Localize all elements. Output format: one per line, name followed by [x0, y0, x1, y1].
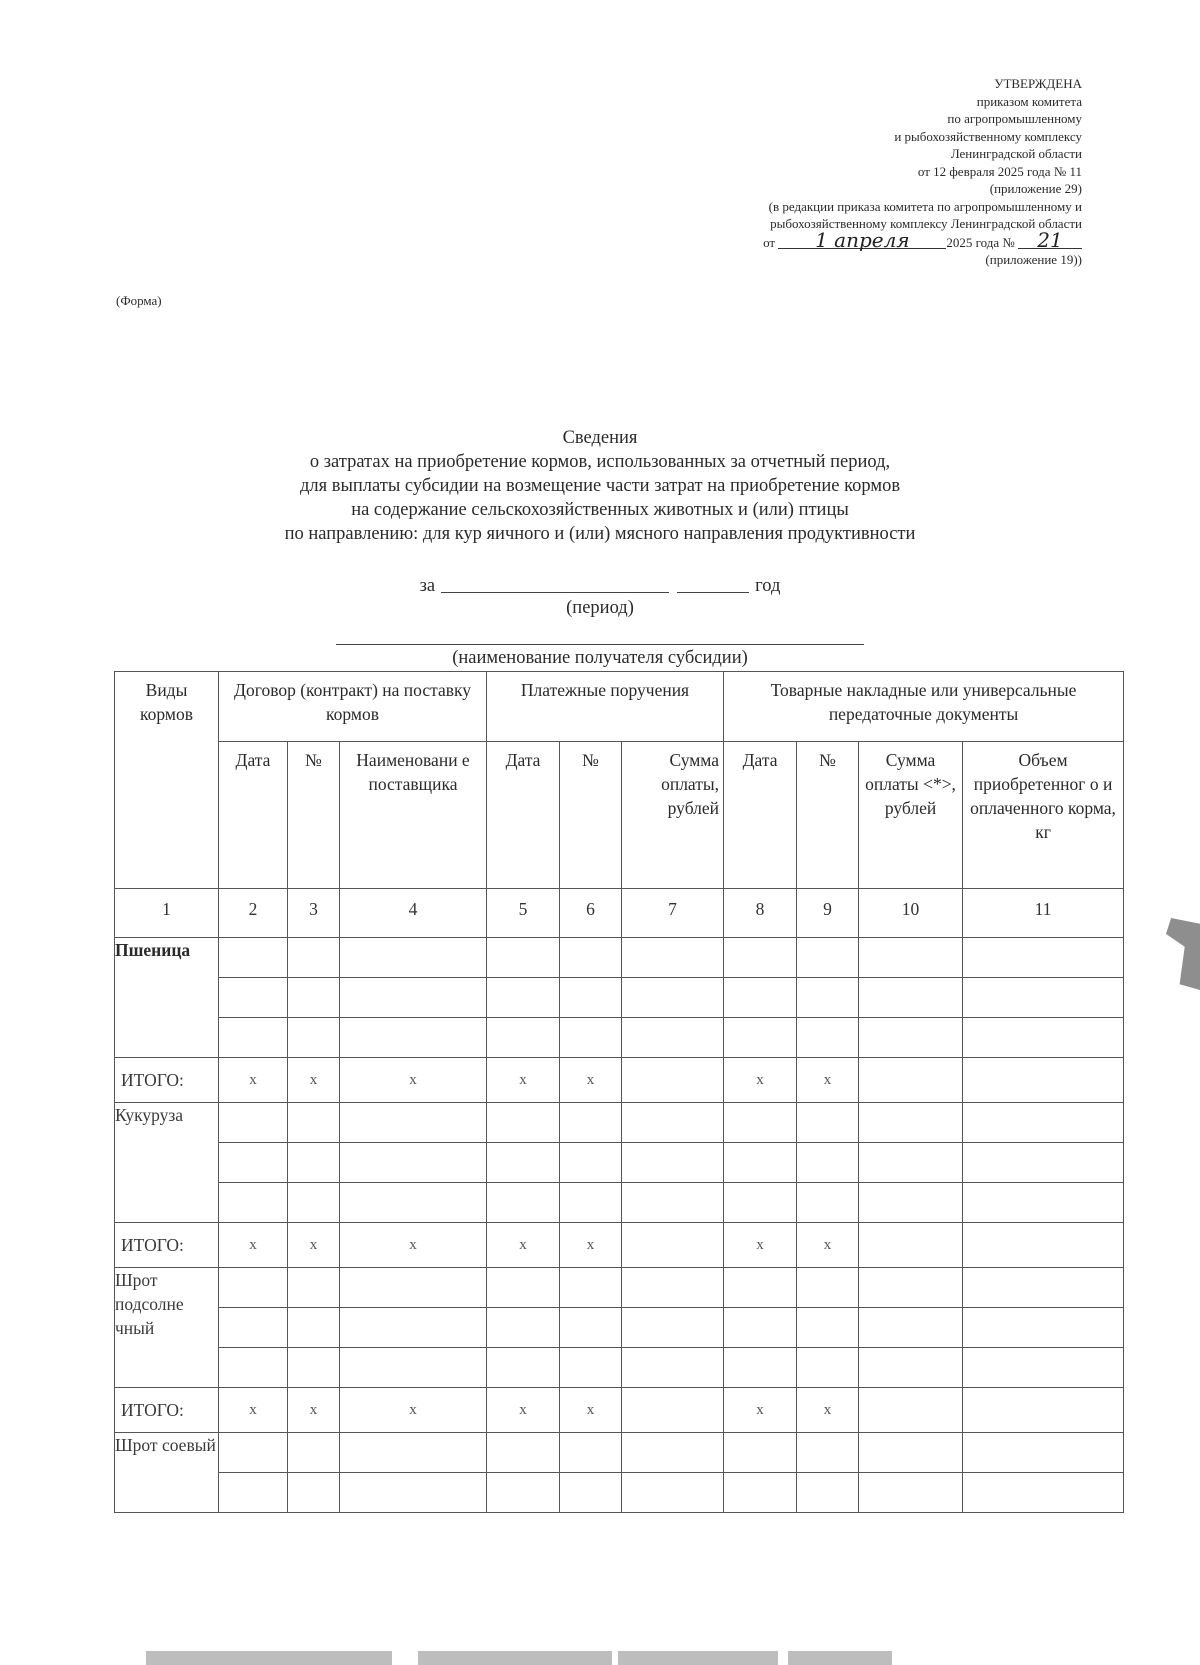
table-cell[interactable] — [560, 1268, 622, 1308]
column-number: 1 — [115, 889, 219, 938]
x-mark: x — [560, 1058, 622, 1103]
table-cell[interactable] — [724, 1143, 797, 1183]
table-cell[interactable] — [340, 938, 487, 978]
subheader-supplier: Наименовани е поставщика — [340, 742, 487, 889]
table-cell[interactable] — [487, 1103, 560, 1143]
table-cell[interactable] — [340, 1473, 487, 1513]
approval-line: приказом комитета — [976, 93, 1082, 109]
total-row — [115, 1058, 1124, 1103]
table-cell[interactable] — [340, 1018, 487, 1058]
table-cell[interactable] — [340, 1308, 487, 1348]
table-cell[interactable] — [340, 1433, 487, 1473]
scan-bottom-band — [146, 1651, 392, 1665]
handwritten-date: 1 апреля — [778, 233, 946, 249]
title-line: Сведения — [562, 428, 638, 448]
table-cell[interactable] — [963, 1268, 1124, 1308]
recipient-caption: (наименование получателя субсидии) — [452, 648, 748, 668]
x-mark: x — [487, 1223, 560, 1268]
approval-line: и рыбохозяйственному комплексу — [894, 128, 1082, 144]
column-number: 3 — [288, 889, 340, 938]
table-cell[interactable] — [288, 1183, 340, 1223]
table-cell[interactable] — [487, 1268, 560, 1308]
header-contract: Договор (контракт) на поставку кормов — [219, 672, 487, 742]
table-cell[interactable] — [724, 1348, 797, 1388]
table-cell[interactable] — [797, 1308, 859, 1348]
column-number: 2 — [219, 889, 288, 938]
table-row — [115, 1308, 1124, 1348]
table-cell[interactable] — [963, 1223, 1124, 1268]
x-mark: x — [724, 1388, 797, 1433]
table-cell[interactable] — [963, 1143, 1124, 1183]
header-invoices: Товарные накладные или универсальные передаточные документы — [724, 672, 1124, 742]
table-cell[interactable] — [487, 938, 560, 978]
year-text: 2025 года № — [946, 234, 1015, 250]
table-cell[interactable] — [560, 1018, 622, 1058]
subheader-date: Дата — [219, 742, 288, 889]
scan-bottom-band — [418, 1651, 612, 1665]
header-row — [115, 672, 1124, 742]
recipient-blank[interactable] — [336, 644, 864, 645]
table-cell[interactable] — [622, 978, 724, 1018]
table-cell[interactable] — [560, 1348, 622, 1388]
table-cell[interactable] — [622, 1308, 724, 1348]
table-cell[interactable] — [797, 1348, 859, 1388]
table-cell[interactable] — [219, 938, 288, 978]
x-mark: x — [288, 1388, 340, 1433]
period-prefix: за — [419, 576, 436, 596]
table-cell[interactable] — [340, 1348, 487, 1388]
table-cell[interactable] — [560, 938, 622, 978]
table-row — [115, 1103, 1124, 1143]
subheader-number: № — [797, 742, 859, 889]
table-cell[interactable] — [340, 1183, 487, 1223]
table-cell[interactable] — [724, 1103, 797, 1143]
table-cell[interactable] — [797, 1268, 859, 1308]
handwritten-number: 21 — [1018, 233, 1082, 249]
period-line — [0, 574, 1200, 597]
table-cell[interactable] — [622, 1143, 724, 1183]
table-cell[interactable] — [724, 1433, 797, 1473]
total-label: ИТОГО: — [115, 1058, 219, 1103]
table-cell[interactable] — [963, 1183, 1124, 1223]
table-cell[interactable] — [859, 1058, 963, 1103]
table-cell[interactable] — [288, 1348, 340, 1388]
table-cell[interactable] — [288, 978, 340, 1018]
table-row — [115, 978, 1124, 1018]
table-cell[interactable] — [340, 978, 487, 1018]
approval-line: Ленинградской области — [950, 146, 1082, 161]
table-cell[interactable] — [560, 1103, 622, 1143]
table-cell[interactable] — [487, 1018, 560, 1058]
period-suffix: год — [755, 576, 781, 596]
year-blank[interactable] — [677, 574, 749, 593]
feed-kind-cell: Кукуруза — [115, 1103, 219, 1223]
table-cell[interactable] — [219, 1183, 288, 1223]
x-mark: x — [724, 1223, 797, 1268]
table-cell[interactable] — [622, 1223, 724, 1268]
total-row — [115, 1223, 1124, 1268]
total-label: ИТОГО: — [115, 1223, 219, 1268]
table-cell[interactable] — [487, 978, 560, 1018]
table-cell[interactable] — [797, 938, 859, 978]
table-cell[interactable] — [797, 1473, 859, 1513]
x-mark: x — [487, 1388, 560, 1433]
subheader-row — [115, 742, 1124, 889]
table-cell[interactable] — [963, 1388, 1124, 1433]
table-cell[interactable] — [288, 1143, 340, 1183]
table-cell[interactable] — [487, 1433, 560, 1473]
x-mark: x — [560, 1223, 622, 1268]
x-mark: x — [724, 1058, 797, 1103]
table-row — [115, 1018, 1124, 1058]
table-row — [115, 1348, 1124, 1388]
x-mark: x — [340, 1058, 487, 1103]
table-cell[interactable] — [560, 1308, 622, 1348]
table-cell[interactable] — [724, 1018, 797, 1058]
table-cell[interactable] — [288, 1103, 340, 1143]
scan-edge-mark — [1166, 918, 1200, 990]
table-cell[interactable] — [859, 1308, 963, 1348]
approval-line: по агропромышленному — [947, 111, 1082, 126]
table-cell[interactable] — [622, 1103, 724, 1143]
approval-block — [562, 75, 1082, 269]
table-cell[interactable] — [340, 1103, 487, 1143]
table-cell[interactable] — [859, 1388, 963, 1433]
table-row — [115, 1433, 1124, 1473]
table-cell[interactable] — [288, 1268, 340, 1308]
table-cell[interactable] — [288, 1018, 340, 1058]
table-cell[interactable] — [622, 1183, 724, 1223]
scan-bottom-band — [788, 1651, 892, 1665]
column-number: 6 — [560, 889, 622, 938]
column-number: 9 — [797, 889, 859, 938]
table-cell[interactable] — [219, 978, 288, 1018]
table-cell[interactable] — [797, 978, 859, 1018]
table-cell[interactable] — [963, 1058, 1124, 1103]
table-cell[interactable] — [724, 1183, 797, 1223]
costs-table — [114, 671, 1124, 1513]
feed-kind-cell: Шрот подсолне чный — [115, 1268, 219, 1388]
table-cell[interactable] — [622, 1018, 724, 1058]
table-cell[interactable] — [859, 1473, 963, 1513]
table-cell[interactable] — [797, 1433, 859, 1473]
table-row — [115, 1143, 1124, 1183]
table-cell[interactable] — [797, 1103, 859, 1143]
subheader-invoice-sum: Сумма оплаты <*>, рублей — [859, 742, 963, 889]
table-cell[interactable] — [859, 1268, 963, 1308]
column-number: 10 — [859, 889, 963, 938]
table-cell[interactable] — [797, 1143, 859, 1183]
table-cell[interactable] — [963, 1308, 1124, 1348]
subheader-volume: Объем приобретенног о и оплаченного корма, кг — [963, 742, 1124, 889]
date-prefix: от — [763, 234, 776, 250]
table-cell[interactable] — [340, 1143, 487, 1183]
table-cell[interactable] — [963, 1473, 1124, 1513]
table-cell[interactable] — [560, 1473, 622, 1513]
scan-bottom-band — [618, 1651, 778, 1665]
period-caption: (период) — [566, 598, 634, 618]
subheader-date: Дата — [487, 742, 560, 889]
table-cell[interactable] — [622, 938, 724, 978]
table-cell[interactable] — [859, 1223, 963, 1268]
approval-line: УТВЕРЖДЕНА — [994, 76, 1082, 91]
x-mark: x — [219, 1223, 288, 1268]
approval-line: рыбохозяйственному комплексу Ленинградской области — [770, 216, 1082, 231]
table-cell[interactable] — [859, 1143, 963, 1183]
table-cell[interactable] — [859, 938, 963, 978]
table-cell[interactable] — [797, 1183, 859, 1223]
approval-line: от 12 февраля 2025 года № 11 — [917, 163, 1082, 179]
table-cell[interactable] — [963, 1103, 1124, 1143]
table-cell[interactable] — [487, 1348, 560, 1388]
table-cell[interactable] — [622, 1388, 724, 1433]
table-cell[interactable] — [219, 1433, 288, 1473]
table-cell[interactable] — [963, 938, 1124, 978]
table-cell[interactable] — [963, 1433, 1124, 1473]
table-cell[interactable] — [963, 1018, 1124, 1058]
form-label: (Форма) — [116, 293, 162, 308]
table-cell[interactable] — [622, 1058, 724, 1103]
table-cell[interactable] — [963, 978, 1124, 1018]
approval-line: (приложение 19)) — [985, 252, 1082, 267]
table-row — [115, 1473, 1124, 1513]
table-cell[interactable] — [487, 1143, 560, 1183]
approval-line: (в редакции приказа комитета по агропромышленному и — [768, 198, 1082, 214]
column-numbers-row — [115, 889, 1124, 938]
period-blank[interactable] — [441, 574, 669, 593]
column-number: 4 — [340, 889, 487, 938]
table-row — [115, 1183, 1124, 1223]
table-cell[interactable] — [622, 1348, 724, 1388]
total-row — [115, 1388, 1124, 1433]
subheader-payment-sum: Сумма оплаты, рублей — [622, 742, 724, 889]
table-cell[interactable] — [487, 1308, 560, 1348]
x-mark: x — [288, 1058, 340, 1103]
table-cell[interactable] — [288, 938, 340, 978]
table-cell[interactable] — [219, 1143, 288, 1183]
table-cell[interactable] — [963, 1348, 1124, 1388]
table-cell[interactable] — [560, 1433, 622, 1473]
total-label: ИТОГО: — [115, 1388, 219, 1433]
approval-line: (приложение 29) — [989, 181, 1082, 196]
table-cell[interactable] — [560, 978, 622, 1018]
title-line: на содержание сельскохозяйственных животных и (или) птицы — [351, 500, 849, 520]
table-cell[interactable] — [487, 1183, 560, 1223]
header-payments: Платежные поручения — [487, 672, 724, 742]
x-mark: x — [219, 1388, 288, 1433]
table-cell[interactable] — [859, 1103, 963, 1143]
x-mark: x — [797, 1223, 859, 1268]
column-number: 5 — [487, 889, 560, 938]
table-cell[interactable] — [724, 978, 797, 1018]
title-line: о затратах на приобретение кормов, использованных за отчетный период, — [309, 452, 891, 472]
column-number: 11 — [963, 889, 1124, 938]
table-cell[interactable] — [859, 1348, 963, 1388]
subheader-number: № — [560, 742, 622, 889]
table-cell[interactable] — [724, 1268, 797, 1308]
approval-date-line — [562, 227, 1082, 252]
document-title — [0, 426, 1200, 546]
table-cell[interactable] — [219, 1308, 288, 1348]
table-cell[interactable] — [724, 1308, 797, 1348]
table-cell[interactable] — [219, 1018, 288, 1058]
x-mark: x — [797, 1058, 859, 1103]
table-row — [115, 938, 1124, 978]
table-cell[interactable] — [288, 1433, 340, 1473]
table-cell[interactable] — [560, 1183, 622, 1223]
x-mark: x — [219, 1058, 288, 1103]
title-line: для выплаты субсидии на возмещение части затрат на приобретение кормов — [299, 476, 901, 496]
table-cell[interactable] — [219, 1268, 288, 1308]
table-cell[interactable] — [219, 1103, 288, 1143]
feed-kind-cell: Шрот соевый — [115, 1433, 219, 1513]
x-mark: x — [560, 1388, 622, 1433]
table-cell[interactable] — [724, 1473, 797, 1513]
table-cell[interactable] — [288, 1473, 340, 1513]
table-row — [115, 1268, 1124, 1308]
table-cell[interactable] — [288, 1308, 340, 1348]
table-cell[interactable] — [724, 938, 797, 978]
x-mark: x — [797, 1388, 859, 1433]
table-cell[interactable] — [219, 1348, 288, 1388]
table-cell[interactable] — [859, 978, 963, 1018]
title-line: по направлению: для кур яичного и (или) мясного направления продуктивности — [284, 524, 916, 544]
table-cell[interactable] — [487, 1473, 560, 1513]
column-number: 8 — [724, 889, 797, 938]
table-cell[interactable] — [560, 1143, 622, 1183]
header-kinds: Виды кормов — [115, 672, 219, 889]
table-cell[interactable] — [859, 1433, 963, 1473]
x-mark: x — [340, 1223, 487, 1268]
x-mark: x — [340, 1388, 487, 1433]
table-cell[interactable] — [797, 1018, 859, 1058]
feed-kind-cell: Пшеница — [115, 938, 219, 1058]
table-cell[interactable] — [859, 1018, 963, 1058]
table-cell[interactable] — [622, 1473, 724, 1513]
table-cell[interactable] — [340, 1268, 487, 1308]
subheader-date: Дата — [724, 742, 797, 889]
x-mark: x — [288, 1223, 340, 1268]
table-cell[interactable] — [622, 1433, 724, 1473]
x-mark: x — [487, 1058, 560, 1103]
table-cell[interactable] — [859, 1183, 963, 1223]
column-number: 7 — [622, 889, 724, 938]
table-cell[interactable] — [622, 1268, 724, 1308]
table-cell[interactable] — [219, 1473, 288, 1513]
subheader-number: № — [288, 742, 340, 889]
